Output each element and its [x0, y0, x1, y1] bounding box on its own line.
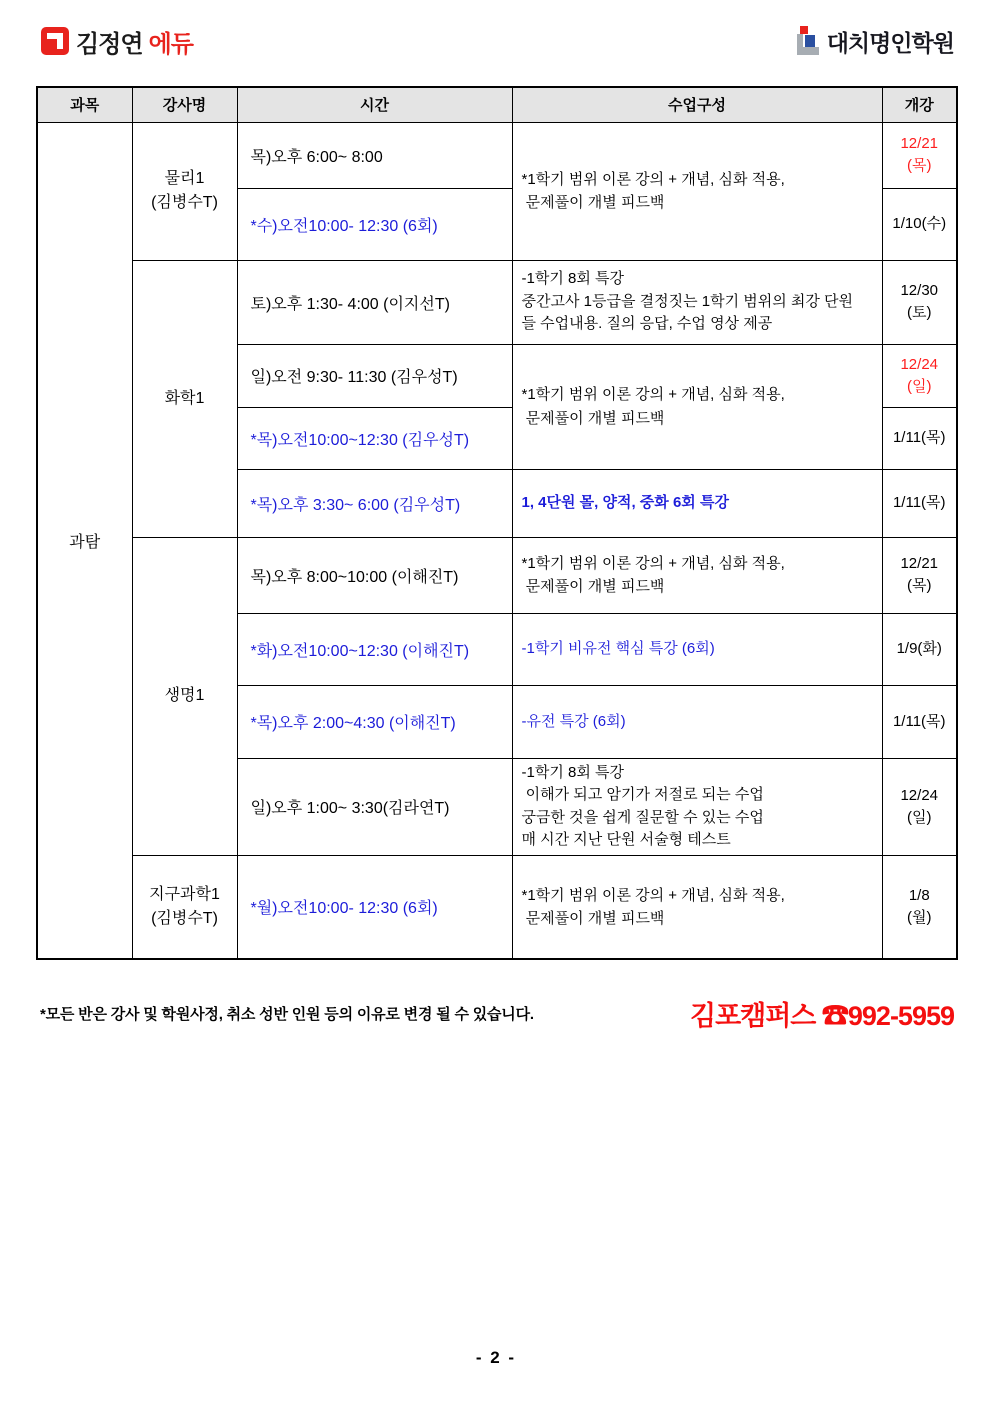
composition-cell: -유전 특강 (6회) — [512, 685, 882, 758]
time-cell: *월)오전10:00- 12:30 (6회) — [237, 855, 512, 959]
col-header-subject: 과목 — [37, 87, 132, 122]
time-cell: 일)오전 9:30- 11:30 (김우성T) — [237, 344, 512, 407]
brand-text-kimjungyeon: 김정연 — [76, 30, 143, 58]
brand-header — [0, 0, 992, 62]
disclaimer-note: *모든 반은 강사 및 학원사정, 취소 성반 인원 등의 이유로 변경 될 수 있습니다. — [40, 1006, 534, 1023]
composition-line: 들 수업내용. 질의 응답, 수업 영상 제공 — [521, 315, 773, 333]
start-date-cell: 1/11(목) — [882, 685, 957, 758]
campus-phone: 김포캠퍼스 ☎992-5959 — [689, 1001, 954, 1031]
start-day: (목) — [907, 157, 932, 174]
start-date-cell: 1/10(수) — [882, 188, 957, 260]
start-date-cell: 1/11(목) — [882, 469, 957, 537]
col-header-time: 시간 — [237, 87, 512, 122]
kimjungyeon-logo-icon — [40, 26, 70, 56]
start-day: (일) — [907, 377, 932, 395]
teacher-name: 지구과학1 — [149, 885, 220, 903]
start-date-cell — [882, 855, 957, 959]
composition-line: 매 시간 지난 단원 서술형 테스트 — [521, 831, 731, 848]
start-date: 12/21 — [900, 135, 939, 153]
start-day: (목) — [907, 577, 932, 594]
table-row — [37, 537, 957, 613]
composition-cell — [512, 537, 882, 613]
time-cell: *목)오후 2:00~4:30 (이해진T) — [237, 685, 512, 758]
composition-cell — [512, 344, 882, 469]
start-day: (월) — [907, 908, 932, 926]
start-date-cell — [882, 260, 957, 344]
start-date-cell: 1/11(목) — [882, 407, 957, 469]
schedule-table — [36, 86, 958, 960]
col-header-composition: 수업구성 — [512, 87, 882, 122]
teacher-cell-physics — [132, 122, 237, 260]
teacher-name-sub: (김병수T) — [151, 909, 218, 927]
start-date-cell — [882, 537, 957, 613]
composition-line: 문제풀이 개별 피드백 — [521, 578, 665, 595]
composition-line: *1학기 범위 이론 강의 + 개념, 심화 적용, — [521, 386, 785, 404]
brand-text-daechi-myungin: 대치명인학원 — [826, 29, 954, 56]
teacher-cell-earth-science — [132, 855, 237, 959]
daechi-myungin-logo — [795, 25, 954, 58]
time-cell: 일)오후 1:00~ 3:30(김라연T) — [237, 758, 512, 855]
start-date-cell: 1/9(화) — [882, 613, 957, 685]
start-day: (토) — [907, 304, 932, 321]
composition-line: 중간고사 1등급을 결정짓는 1학기 범위의 최강 단원 — [521, 292, 853, 310]
teacher-name: 물리1 — [164, 170, 205, 187]
composition-line: *1학기 범위 이론 강의 + 개념, 심화 적용, — [521, 886, 785, 904]
table-row — [37, 855, 957, 959]
table-row — [37, 260, 957, 344]
composition-line: 문제풀이 개별 피드백 — [521, 909, 665, 927]
start-date: 12/21 — [900, 555, 939, 573]
composition-cell — [512, 122, 882, 260]
start-date-cell — [882, 122, 957, 188]
composition-line: 이해가 되고 암기가 저절로 되는 수업 — [521, 786, 764, 803]
footer-row — [40, 994, 954, 1033]
composition-line: *1학기 범위 이론 강의 + 개념, 심화 적용, — [521, 170, 785, 188]
composition-cell — [512, 758, 882, 855]
teacher-cell-biology: 생명1 — [132, 537, 237, 855]
daechi-myungin-logo-icon — [795, 25, 821, 57]
table-header-row — [37, 87, 957, 122]
time-cell: *목)오전10:00~12:30 (김우성T) — [237, 407, 512, 469]
time-cell: *수)오전10:00- 12:30 (6회) — [237, 188, 512, 260]
start-date: 12/30 — [900, 282, 939, 300]
col-header-teacher: 강사명 — [132, 87, 237, 122]
start-date: 12/24 — [900, 786, 939, 804]
time-cell: 토)오후 1:30- 4:00 (이지선T) — [237, 260, 512, 344]
composition-line: *1학기 범위 이론 강의 + 개념, 심화 적용, — [521, 554, 785, 572]
time-cell: *목)오후 3:30~ 6:00 (김우성T) — [237, 469, 512, 537]
start-day: (일) — [907, 808, 932, 826]
composition-cell: -1학기 비유전 핵심 특강 (6회) — [512, 613, 882, 685]
start-date: 1/8 — [908, 887, 930, 904]
time-cell: 목)오후 6:00~ 8:00 — [237, 122, 512, 188]
composition-cell: 1, 4단원 몰, 양적, 중화 6회 특강 — [512, 469, 882, 537]
teacher-name-sub: (김병수T) — [151, 194, 218, 211]
col-header-start: 개강 — [882, 87, 957, 122]
start-date-cell — [882, 344, 957, 407]
table-row — [37, 122, 957, 188]
brand-text-edu: 에듀 — [148, 30, 193, 58]
page-number: - 2 - — [475, 1348, 517, 1367]
composition-cell — [512, 260, 882, 344]
kimjungyeon-edu-logo — [40, 24, 193, 59]
time-cell: 목)오후 8:00~10:00 (이해진T) — [237, 537, 512, 613]
teacher-cell-chemistry: 화학1 — [132, 260, 237, 537]
composition-line: 궁금한 것을 쉽게 질문할 수 있는 수업 — [521, 808, 764, 826]
composition-line: -1학기 8회 특강 — [521, 763, 624, 781]
start-date-cell — [882, 758, 957, 855]
time-cell: *화)오전10:00~12:30 (이해진T) — [237, 613, 512, 685]
composition-line: 문제풀이 개별 피드백 — [521, 194, 665, 211]
composition-line: -1학기 8회 특강 — [521, 270, 624, 288]
composition-cell — [512, 855, 882, 959]
composition-line: 문제풀이 개별 피드백 — [521, 409, 665, 427]
subject-cell-gwatam: 과탐 — [37, 122, 132, 959]
start-date: 12/24 — [900, 355, 939, 373]
